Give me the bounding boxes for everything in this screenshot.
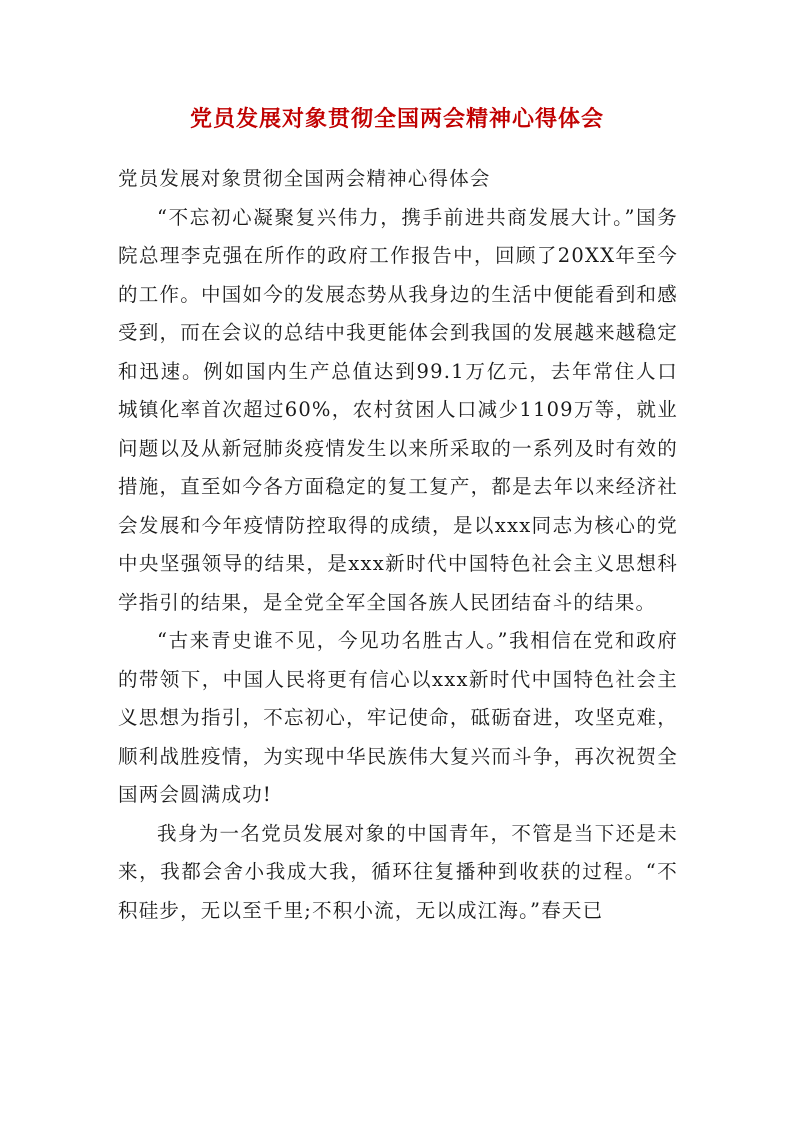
document-title: 党员发展对象贯彻全国两会精神心得体会 [189, 107, 604, 132]
paragraph-subtitle: 党员发展对象贯彻全国两会精神心得体会 [118, 167, 491, 190]
document-body [118, 160, 678, 930]
paragraph-1: “不忘初心凝聚复兴伟力，携手前进共商发展大计。”国务院总理李克强在所作的政府工作报告中，回顾了20XX年至今的工作。中国如今的发展态势从我身边的生活中便能看到和感受到，而在会议的总结中我更能体会到我国的发展越来越稳定和迅速。例如国内生产总值达到99.1万亿元，去年常住人口城镇化率首次超过60%，农村贫困人口减少1109万等，就业问题以及从新冠肺炎疫情发生以来所采取的一系列及时有效的措施，直至如今各方面稳定的复工复产，都是去年以来经济社会发展和今年疫情防控取得的成绩，是以xxx同志为核心的党中央坚强领导的结果，是xxx新时代中国特色社会主义思想科学指引的结果，是全党全军全国各族人民团结奋斗的结果。 [118, 205, 678, 614]
paragraph-3: 我身为一名党员发展对象的中国青年，不管是当下还是未来，我都会舍小我成大我，循环往复播种到收获的过程。“不积硅步，无以至千里;不积小流，无以成江海。”春天已 [118, 821, 678, 922]
paragraph-2: “古来青史谁不见，今见功名胜古人。”我相信在党和政府的带领下，中国人民将更有信心以xxx新时代中国特色社会主义思想为指引，不忘初心，牢记使命，砥砺奋进，攻坚克难，顺利战胜疫情，为实现中华民族伟大复兴而斗争，再次祝贺全国两会圆满成功! [118, 629, 678, 806]
